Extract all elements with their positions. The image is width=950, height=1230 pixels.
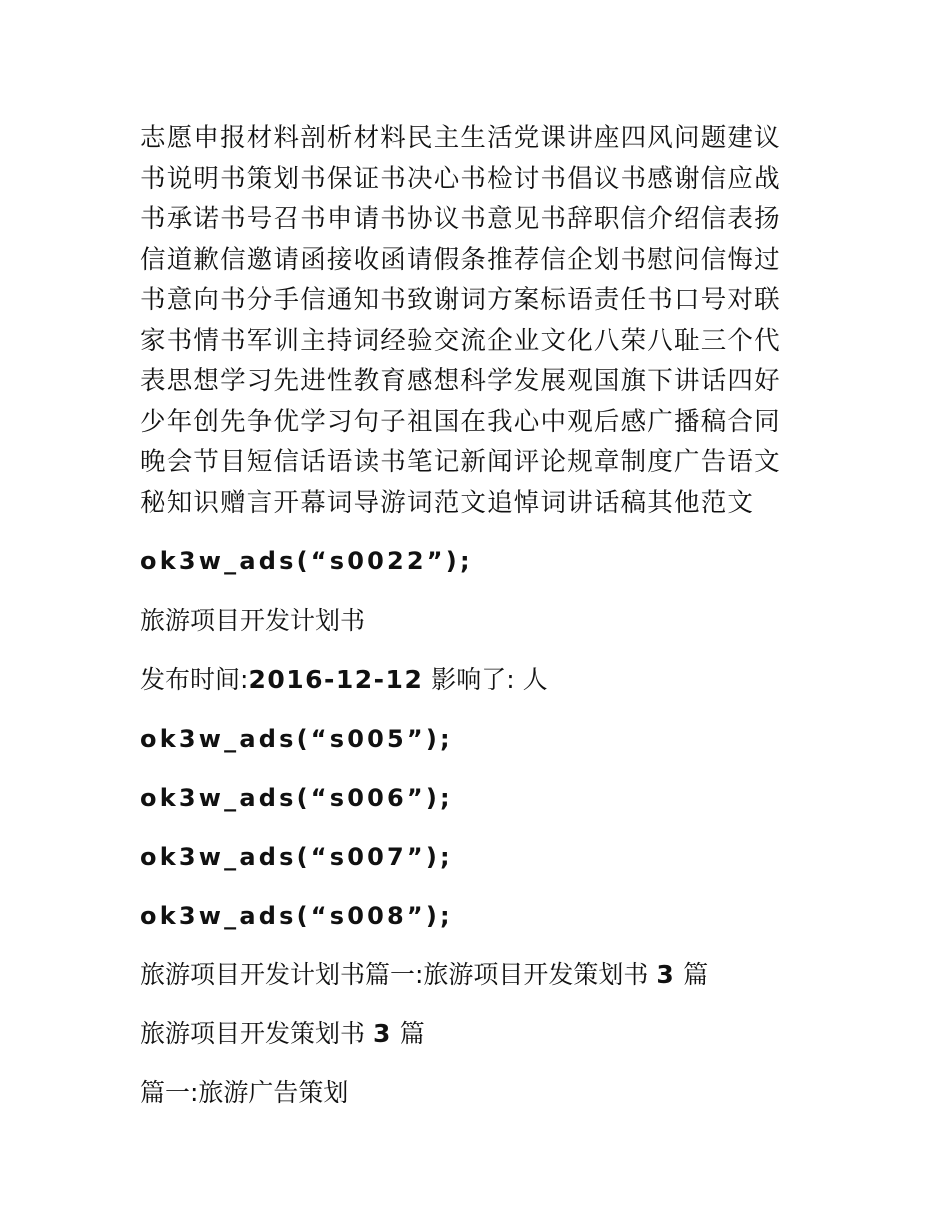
intro-line: 书承诺书号召书申请书协议书意见书辞职信介绍信表扬 (140, 204, 781, 234)
part-one-heading: 篇一:旅游广告策划 (140, 1078, 349, 1107)
intro-line: 表思想学习先进性教育感想科学发展观国旗下讲话四好 (140, 366, 781, 396)
intro-line: 志愿申报材料剖析材料民主生活党课讲座四风问题建议 (140, 123, 781, 153)
publish-label: 发布时间: (140, 665, 249, 694)
intro-line: 书意向书分手信通知书致谢词方案标语责任书口号对联 (140, 285, 781, 315)
ad-script-s008: ok3w_ads(“s008”); (140, 902, 453, 930)
subtitle: 旅游项目开发策划书 3 篇 (140, 1019, 425, 1048)
publish-date: 2016-12-12 (248, 665, 424, 694)
intro-line: 家书情书军训主持词经验交流企业文化八荣八耻三个代 (140, 325, 781, 356)
intro-line: 秘知识赠言开幕词导游词范文追悼词讲话稿其他范文 (140, 487, 755, 518)
impact-label: 影响了: 人 (423, 665, 548, 694)
intro-line: 书说明书策划书保证书决心书检讨书倡议书感谢信应战 (140, 163, 781, 194)
intro-line: 少年创先争优学习句子祖国在我心中观后感广播稿合同 (140, 406, 781, 437)
intro-line: 信道歉信邀请函接收函请假条推荐信企划书慰问信悔过 (140, 244, 781, 275)
article-title: 旅游项目开发计划书 (140, 606, 366, 635)
ad-script-s0022: ok3w_ads(“s0022”); (140, 547, 473, 575)
document-page (140, 118, 800, 1109)
category-keyword-block (140, 118, 790, 523)
publish-info (140, 664, 800, 696)
ad-script-s006: ok3w_ads(“s006”); (140, 784, 453, 812)
intro-line: 晚会节目短信话语读书笔记新闻评论规章制度广告语文 (140, 447, 781, 477)
section-heading: 旅游项目开发计划书篇一:旅游项目开发策划书 3 篇 (140, 960, 709, 989)
ad-script-s005: ok3w_ads(“s005”); (140, 725, 453, 753)
ad-script-s007: ok3w_ads(“s007”); (140, 843, 453, 871)
